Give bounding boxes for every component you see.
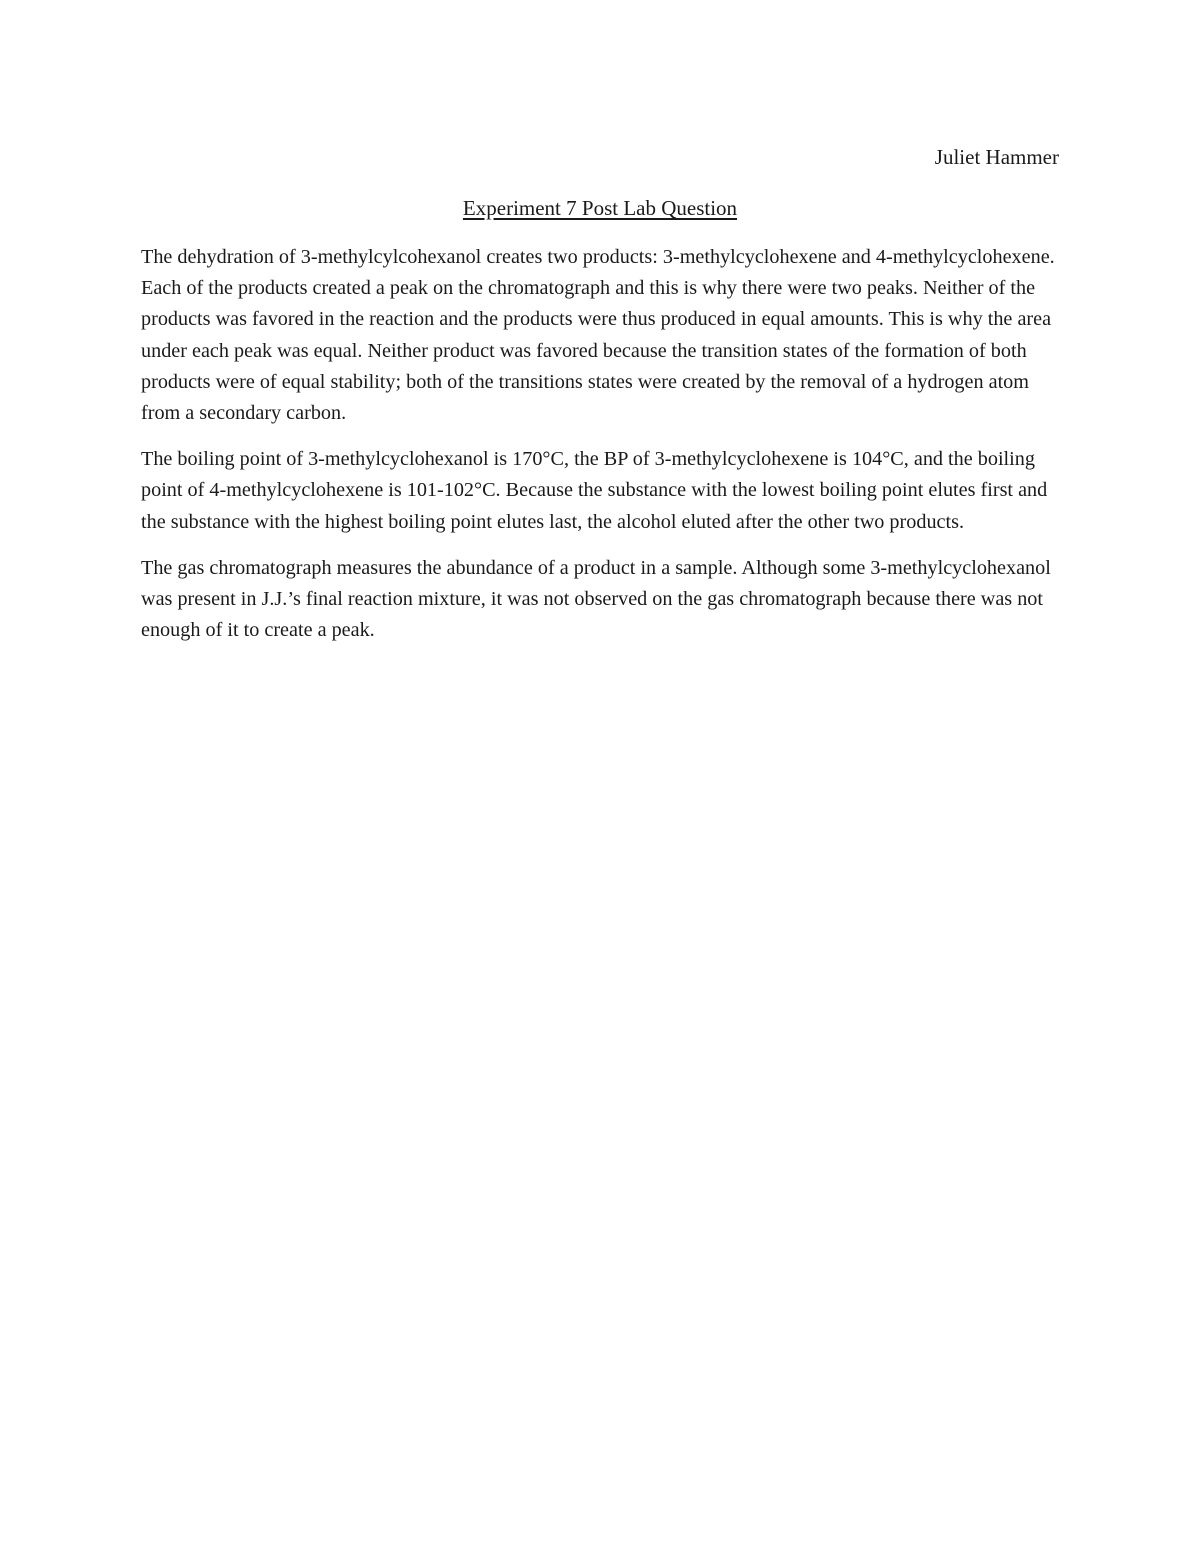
paragraph-boiling-points: The boiling point of 3-methylcyclohexanol is 170°C, the BP of 3-methylcyclohexene is 104°C, and the boiling point of 4-methylcyclohexene is 101-102°C. Because the substance with the lowest boiling point elutes first and the substance with the highest boiling point elutes last, the alcohol eluted after the other two products. <box>141 448 1048 533</box>
author-name: Juliet Hammer <box>934 145 1059 169</box>
document-body <box>141 242 1061 661</box>
paragraph-dehydration-products: The dehydration of 3-methylcylcohexanol creates two products: 3-methylcyclohexene and 4-methylcyclohexene. Each of the products created a peak on the chromatograph and this is why there were two peaks. Neither of the products was favored in the reaction and the products were thus produced in equal amounts. This is why the area under each peak was equal. Neither product was favored because the transition states of the formation of both products were of equal stability; both of the transitions states were created by the removal of a hydrogen atom from a secondary carbon. <box>141 246 1055 425</box>
document-title: Experiment 7 Post Lab Question <box>462 196 738 220</box>
paragraph-gas-chromatograph: The gas chromatograph measures the abundance of a product in a sample. Although some 3-methylcyclohexanol was present in J.J.’s final reaction mixture, it was not observed on the gas chromatograph because there was not enough of it to create a peak. <box>141 556 1051 642</box>
